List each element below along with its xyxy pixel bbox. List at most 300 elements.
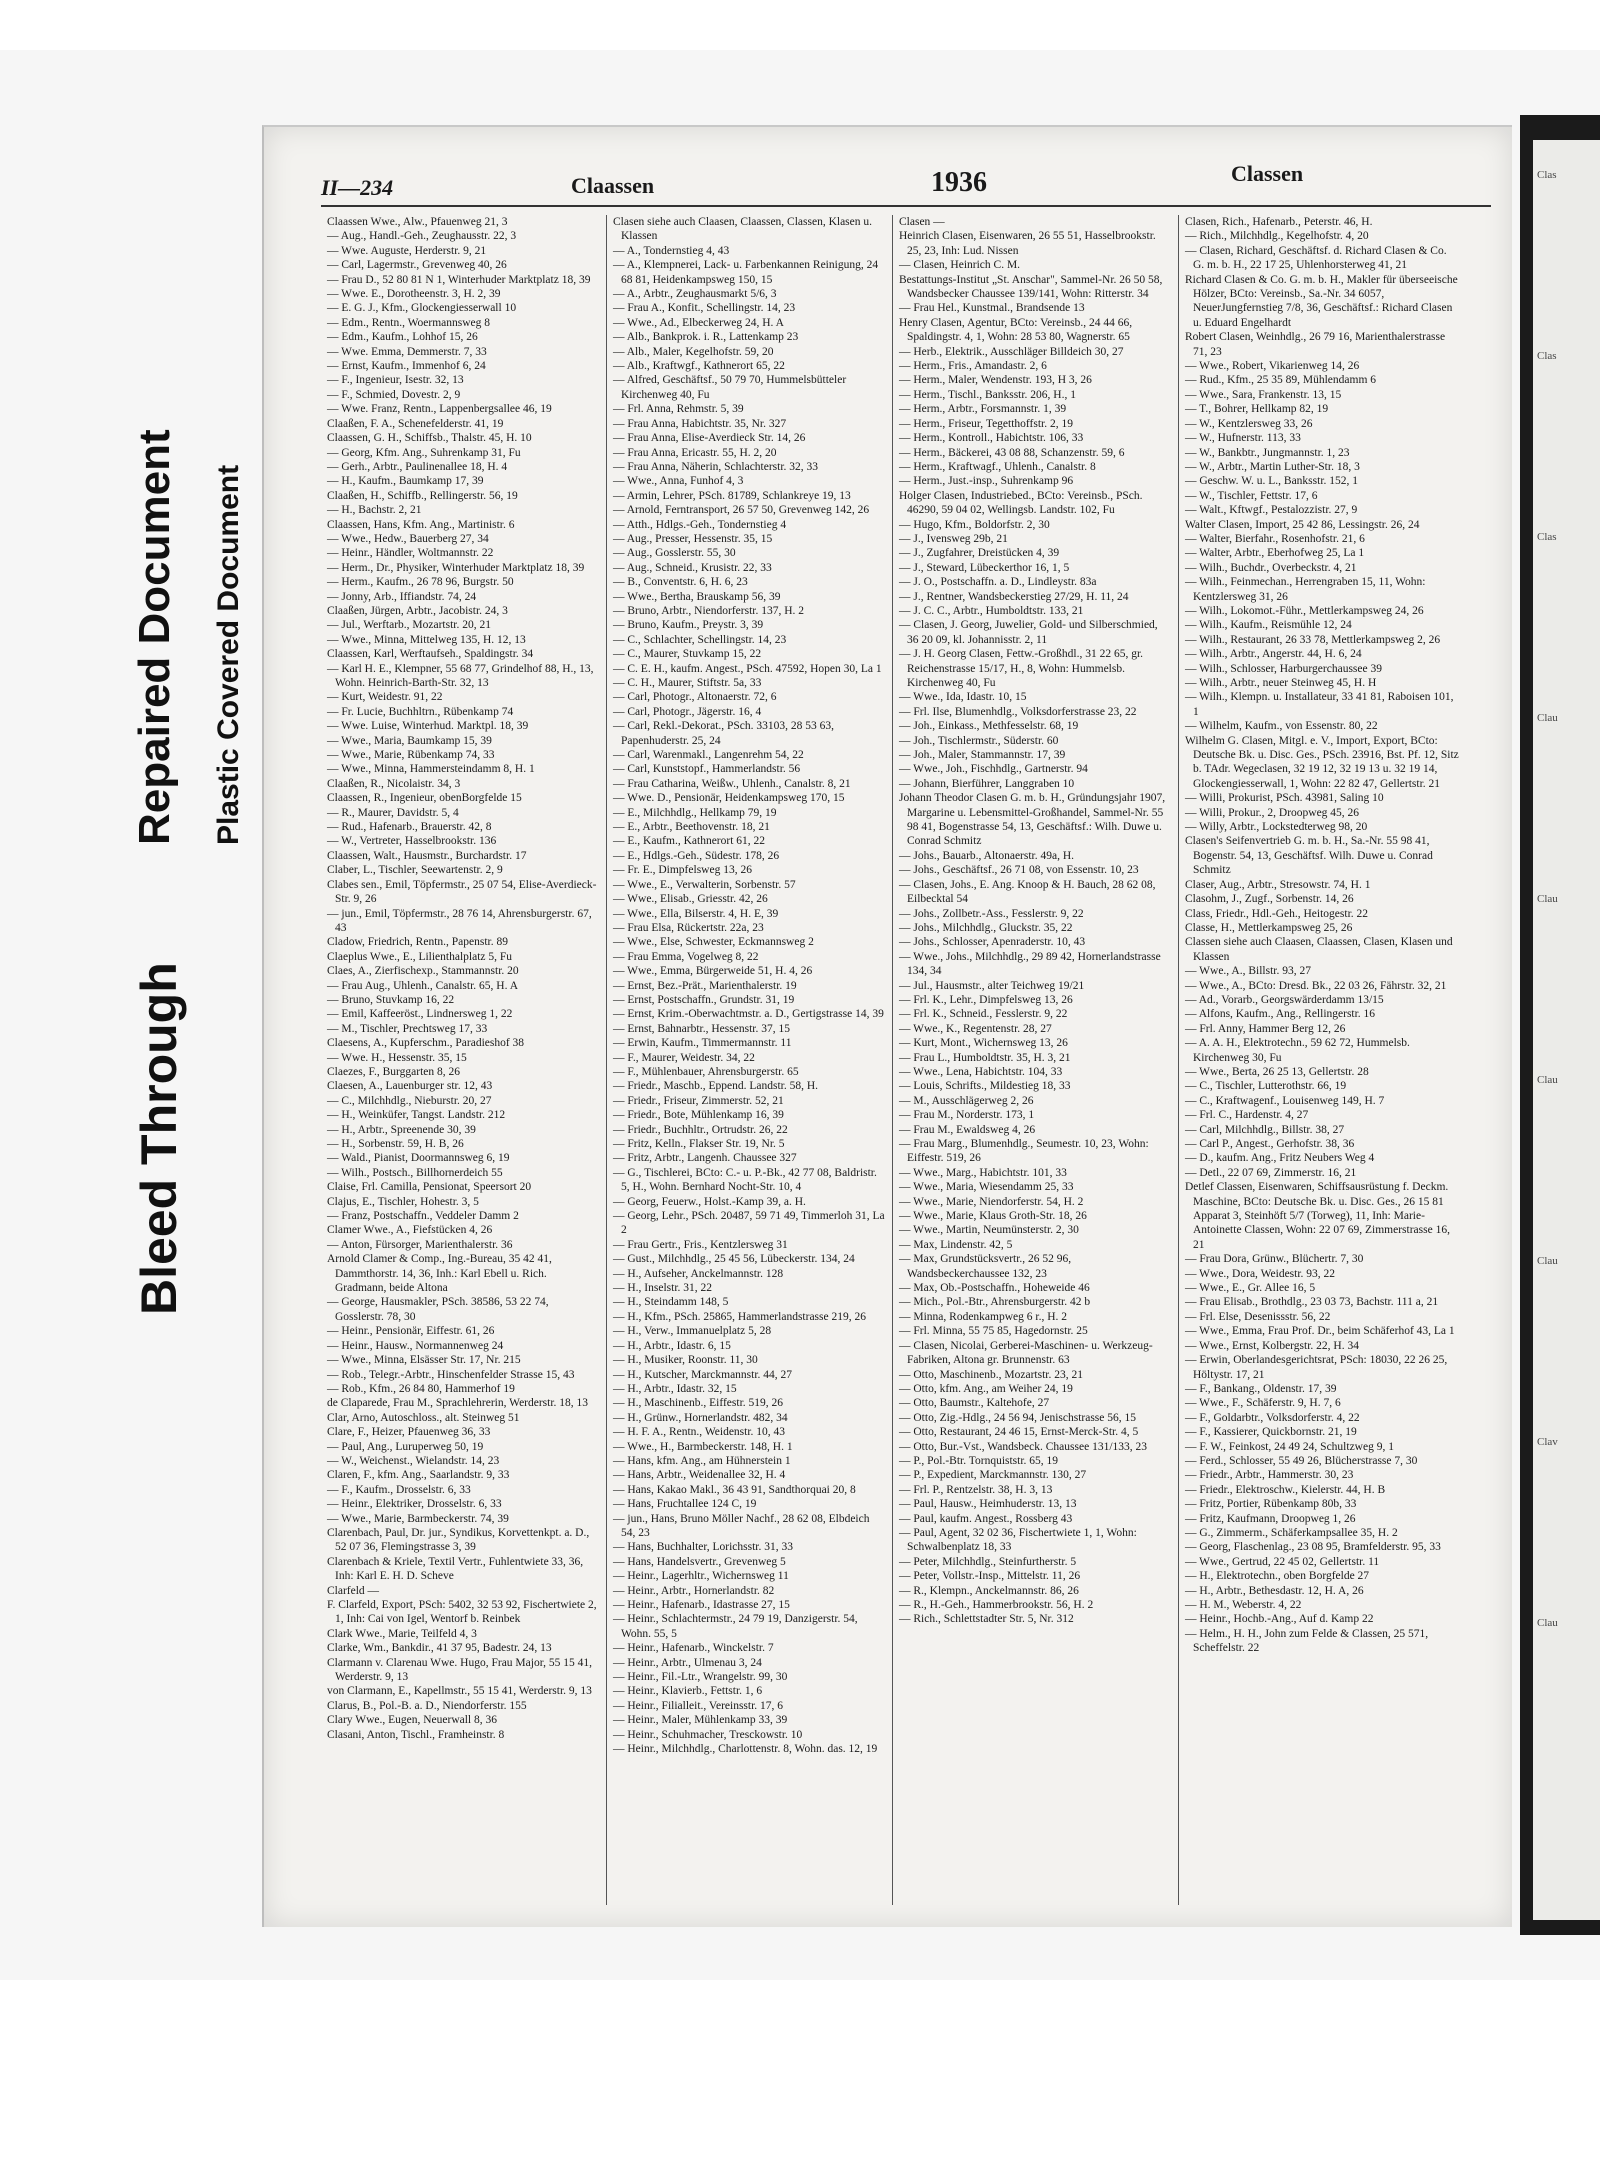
directory-entry: — Wwe. Luise, Winterhud. Marktpl. 18, 39 <box>327 720 529 733</box>
directory-entry: — Fr. Lucie, Buchhltrn., Rübenkamp 74 <box>327 705 514 718</box>
directory-entry: — Wwe., E., Gr. Allee 16, 5 <box>1185 1282 1316 1295</box>
directory-entry: — E., Kaufm., Kathnerort 61, 22 <box>613 835 766 848</box>
directory-entry: — Wilhelm, Kaufm., von Essenstr. 80, 22 <box>1185 720 1378 733</box>
directory-entry: Heinrich Clasen, Eisenwaren, 26 55 51, Hasselbrookstr. 25, 23, Inh: Lud. Nissen <box>899 230 1156 257</box>
directory-entry: — Friedr., Maschb., Eppend. Landstr. 58, H. <box>613 1080 819 1093</box>
directory-entry: — Wald., Pianist, Doormannsweg 6, 19 <box>327 1152 510 1165</box>
directory-entry: Classe, H., Mettlerkampsweg 25, 26 <box>1185 921 1353 934</box>
directory-entry: — Bruno, Kaufm., Preystr. 3, 39 <box>613 619 764 632</box>
directory-entry: — Wwe., Minna, Elsässer Str. 17, Nr. 215 <box>327 1354 521 1367</box>
adjacent-page-word: Clav <box>1537 1436 1558 1448</box>
directory-entry: — Frau Aug., Uhlenh., Canalstr. 65, H. A <box>327 979 519 992</box>
directory-entry: — Walt., Kftwgf., Pestalozzistr. 27, 9 <box>1185 504 1358 517</box>
directory-entry: — jun., Emil, Töpfermstr., 28 76 14, Ahrensburgerstr. 67, 43 <box>327 907 592 934</box>
directory-entry: — Wwe., Marie, Klaus Groth-Str. 18, 26 <box>899 1210 1087 1223</box>
directory-entry: — W., Vertreter, Hasselbrookstr. 136 <box>327 835 497 848</box>
directory-entry: — Rich., Schlettstadter Str. 5, Nr. 312 <box>899 1613 1074 1626</box>
directory-entry: — E., Milchhdlg., Hellkamp 79, 19 <box>613 806 777 819</box>
directory-entry: — H. F. A., Rentn., Weidenstr. 10, 43 <box>613 1426 786 1439</box>
directory-entry: — Frau M., Norderstr. 173, 1 <box>899 1109 1035 1122</box>
directory-entry: — Georg, Flaschenlag., 23 08 95, Bramfelderstr. 95, 33 <box>1185 1541 1441 1554</box>
directory-entry: — Clasen, Richard, Geschäftsf. d. Richard Clasen & Co. G. m. b. H., 22 17 25, Uhlenhorsterweg 41, 21 <box>1185 244 1447 272</box>
directory-entry: — Frl. C., Hardenstr. 4, 27 <box>1185 1109 1309 1122</box>
directory-entry: — C. H., Maurer, Stiftstr. 5a, 33 <box>613 677 762 689</box>
directory-entry: — Frau Anna, Näherin, Schlachterstr. 32, 33 <box>613 460 819 473</box>
directory-entry: Clarus, B., Pol.-B. a. D., Niendorferstr. 155 <box>327 1699 527 1712</box>
directory-entry: — Wilh., Kaufm., Reismühle 12, 24 <box>1185 619 1352 632</box>
directory-entry: — F., Ingenieur, Isestr. 32, 13 <box>327 374 464 387</box>
directory-entry: — Aug., Presser, Hessenstr. 35, 15 <box>613 532 773 545</box>
directory-entry: — Wwe., Maria, Baumkamp 15, 39 <box>327 734 492 747</box>
directory-entry: — Frl. K., Lehr., Dimpfelsweg 13, 26 <box>899 993 1073 1006</box>
directory-entry: — Friedr., Friseur, Zimmerstr. 52, 21 <box>613 1094 784 1107</box>
directory-entry: Detlef Classen, Eisenwaren, Schiffsausrüstung f. Deckm. Maschine, BCto: Deutsche Bk. u. Disc. Ges., 26 15 81 Apparat 3, Steinhöft 5/7 (Torweg), 11, Inh: Marie-Antoinette Classen, Wohn: 22 07 69, Zimmerstrasse 16, 21 <box>1185 1181 1450 1251</box>
directory-entry: — H., Musiker, Roonstr. 11, 30 <box>613 1354 758 1367</box>
directory-entry: Claassen Wwe., Alw., Pfauenweg 21, 3 <box>327 216 508 228</box>
directory-entry: Holger Clasen, Industriebed., BCto: Vereinsb., PSch. 46290, 59 04 02, Wellingsb. Landstr. 102, Fu <box>899 489 1143 517</box>
bleed-through-label: Bleed Through <box>131 962 187 1315</box>
directory-entry: — Carl, Lagermstr., Grevenweg 40, 26 <box>327 259 507 272</box>
directory-entry: — Wwe., F., Schäferstr. 9, H. 7, 6 <box>1185 1397 1341 1410</box>
directory-entry: — A. A. H., Elektrotechn., 59 62 72, Hummelsb. Kirchenweg 30, Fu <box>1185 1037 1410 1064</box>
directory-entry: — Wilh., Feinmechan., Herrengraben 15, 11, Wohn: Kentzlersweg 31, 26 <box>1185 576 1426 603</box>
directory-entry: — Clasen, Heinrich C. M. <box>899 259 1021 272</box>
directory-entry: — Paul, Ang., Luruperweg 50, 19 <box>327 1440 484 1453</box>
directory-entry: — Heinr., Elektriker, Drosselstr. 6, 33 <box>327 1498 502 1511</box>
directory-entry: — Johann, Bierführer, Langgraben 10 <box>899 777 1075 790</box>
directory-entry: — Wwe., K., Regentenstr. 28, 27 <box>899 1022 1052 1035</box>
directory-entry: — J., Zugfahrer, Dreistücken 4, 39 <box>899 547 1060 560</box>
directory-entry: — A., Klempnerei, Lack- u. Farbenkannen Reinigung, 24 68 81, Heidenkampsweg 150, 15 <box>613 259 879 286</box>
directory-entry: — Aug., Handl.-Geh., Zeughausstr. 22, 3 <box>327 230 517 243</box>
directory-entry: — Heinr., Händler, Woltmannstr. 22 <box>327 547 494 560</box>
directory-entry: — Wwe., Minna, Hammersteindamm 8, H. 1 <box>327 763 535 776</box>
directory-entry: — H., Maschinenb., Eiffestr. 519, 26 <box>613 1397 784 1410</box>
directory-entry: Claaßen, H., Schiffb., Rellingerstr. 56, 19 <box>327 489 518 502</box>
adjacent-page-word: Clau <box>1537 893 1558 905</box>
directory-entry: — R., H.-Geh., Hammerbrookstr. 56, H. 2 <box>899 1599 1094 1611</box>
directory-entry: — H., Kaufm., Baumkamp 17, 39 <box>327 475 484 488</box>
directory-entry: — Wwe., Berta, 26 25 13, Gellertstr. 28 <box>1185 1065 1369 1078</box>
directory-entry: — Otto, Baumstr., Kaltehofe, 27 <box>899 1397 1050 1410</box>
directory-entry: — Heinr., Klavierb., Fettstr. 1, 6 <box>613 1685 763 1698</box>
directory-entry: — Paul, Agent, 32 02 36, Fischertwiete 1, 1, Wohn: Schwalbenplatz 18, 33 <box>899 1526 1137 1554</box>
directory-entry: — Frl. P., Rentzelstr. 38, H. 3, 13 <box>899 1483 1053 1496</box>
directory-entry: F. Clarfeld, Export, PSch: 5402, 32 53 92, Fischertwiete 2, 1, Inh: Cai von Igel, Wentorf b. Reinbek <box>327 1599 597 1626</box>
directory-entry: — Carl, Kunststopf., Hammerlandstr. 56 <box>613 763 801 776</box>
directory-entry: — Rud., Hafenarb., Brauerstr. 42, 8 <box>327 821 492 834</box>
directory-entry: — Rich., Milchhdlg., Kegelhofstr. 4, 20 <box>1185 230 1369 243</box>
adjacent-page-word: Clau <box>1537 1617 1558 1629</box>
directory-entry: Class, Friedr., Hdl.-Geh., Heitogestr. 22 <box>1185 907 1369 920</box>
directory-entry: — Frl. Else, Desenissstr. 56, 22 <box>1185 1310 1331 1323</box>
directory-entry: — Heinr., Arbtr., Ulmenau 3, 24 <box>613 1656 762 1669</box>
repaired-document-label: Repaired Document <box>130 429 179 845</box>
directory-entry: Claassen, G. H., Schiffsb., Thalstr. 45, H. 10 <box>327 432 532 445</box>
directory-entry: — H., Aufseher, Anckelmannstr. 128 <box>613 1267 784 1280</box>
directory-entry: Clasen — <box>899 216 945 228</box>
directory-entry: — Edm., Rentn., Woermannsweg 8 <box>327 316 491 329</box>
directory-entry: — Wwe., Ernst, Kolbergstr. 22, H. 34 <box>1185 1339 1359 1352</box>
directory-entry: — Joh., Maler, Stammannstr. 17, 39 <box>899 749 1066 762</box>
directory-entry: Clasen's Seifenvertrieb G. m. b. H., Sa.-Nr. 55 98 41, Bogenstr. 54, 13, Geschäftsf. Wilh. Duwe u. Conrad Schmitz <box>1185 835 1433 877</box>
directory-entry: Claes, A., Zierfischexp., Stammannstr. 20 <box>327 965 519 978</box>
directory-entry: Johann Theodor Clasen G. m. b. H., Gründungsjahr 1907, Margarine u. Lebensmittel-Großhandel, Sammel-Nr. 55 98 41, Bogenstrasse 54, 13, Geschäftsf.: Wilh. Duwe u. Conrad Schmitz <box>899 792 1166 848</box>
directory-entry: — C. E. H., kaufm. Angest., PSch. 47592, Hopen 30, La 1 <box>613 662 882 675</box>
directory-entry: — Wwe. Franz, Rentn., Lappenbergsallee 46, 19 <box>327 403 552 416</box>
header-year: 1936 <box>931 167 987 198</box>
directory-entry: — Wilh., Arbtr., Angerstr. 44, H. 6, 24 <box>1185 648 1362 661</box>
directory-entry: — Ernst, Postschaffn., Grundstr. 31, 19 <box>613 993 795 1006</box>
directory-entry: — Peter, Milchhdlg., Steinfurtherstr. 5 <box>899 1555 1077 1568</box>
directory-entry: — Jul., Hausmstr., alter Teichweg 19/21 <box>899 979 1085 992</box>
directory-entry: Claaßen, Jürgen, Arbtr., Jacobistr. 24, 3 <box>327 604 508 617</box>
directory-entry: — Heinr., Schuhmacher, Tresckowstr. 10 <box>613 1728 803 1741</box>
directory-entry: — Gerh., Arbtr., Paulinenallee 18, H. 4 <box>327 460 508 473</box>
directory-entry: — Geschw. W. u. L., Banksstr. 152, 1 <box>1185 475 1359 488</box>
directory-entry: Wilhelm G. Clasen, Mitgl. e. V., Import, Export, BCto: Deutsche Bk. u. Disc. Ges., PSch. 23916, Bst. Pf. 12, Sitz b. TAdr. Wegeclasen, 32 19 12, 32 19 13 u. 32 19 14, Glockengiesserwall, 1, Wohn: 22 82 47, Gellertstr. 21 <box>1185 734 1459 790</box>
directory-entry: — Wwe., Marie, Niendorferstr. 54, H. 2 <box>899 1195 1084 1208</box>
directory-entry: — Alfons, Kaufm., Ang., Rellingerstr. 16 <box>1185 1008 1376 1021</box>
directory-entry: — Herm., Maler, Wendenstr. 193, H 3, 26 <box>899 374 1092 387</box>
directory-entry: Claber, L., Tischler, Seewartenstr. 2, 9 <box>327 864 503 877</box>
header-left-keyword: Claassen <box>571 173 655 198</box>
directory-entry: — A., Tondernstieg 4, 43 <box>613 244 730 257</box>
directory-entry: — Herm., Kaufm., 26 78 96, Burgstr. 50 <box>327 576 514 589</box>
directory-entry: — Max, Ob.-Postschaffn., Hoheweide 46 <box>899 1282 1090 1295</box>
directory-entry: — W., Weichenst., Wielandstr. 14, 23 <box>327 1454 500 1467</box>
directory-entry: — F., Mühlenbauer, Ahrensburgerstr. 65 <box>613 1065 799 1078</box>
directory-entry: — George, Hausmakler, PSch. 38586, 53 22 74, Gosslerstr. 78, 30 <box>327 1296 549 1323</box>
directory-entry: — H., Bachstr. 2, 21 <box>327 504 422 517</box>
directory-entry: — W., Kentzlersweg 33, 26 <box>1185 417 1313 430</box>
directory-entry: — Herm., Bäckerei, 43 08 88, Schanzenstr. 59, 6 <box>899 446 1125 459</box>
directory-entry: — Heinr., Maler, Mühlenkamp 33, 39 <box>613 1714 788 1727</box>
directory-entry: — Ernst, Bez.-Prät., Marienthalerstr. 19 <box>613 979 797 992</box>
directory-entry: — Otto, Bur.-Vst., Wandsbeck. Chaussee 131/133, 23 <box>899 1440 1148 1453</box>
directory-entry: — C., Tischler, Lutterothstr. 66, 19 <box>1185 1080 1347 1093</box>
directory-entry: Clabes sen., Emil, Töpfermstr., 25 07 54, Elise-Averdieck-Str. 9, 26 <box>327 878 597 906</box>
directory-entry: — Hans, Buchhalter, Lorichsstr. 31, 33 <box>613 1541 793 1554</box>
directory-entry: — Willy, Arbtr., Lockstedterweg 98, 20 <box>1185 821 1368 834</box>
directory-entry: — Frau Anna, Elise-Averdieck Str. 14, 26 <box>613 432 806 445</box>
directory-entry: — Heinr., Hochb.-Ang., Auf d. Kamp 22 <box>1185 1613 1374 1626</box>
directory-entry: — Johs., Geschäftsf., 26 71 08, von Essenstr. 10, 23 <box>899 864 1139 877</box>
directory-entry: Robert Clasen, Weinhdlg., 26 79 16, Marienthalerstrasse 71, 23 <box>1185 331 1446 358</box>
directory-entry: — Wwe., Marg., Habichtstr. 101, 33 <box>899 1166 1067 1179</box>
directory-entry: — Frau Anna, Ericastr. 55, H. 2, 20 <box>613 446 777 459</box>
directory-entry: — H., Steindamm 148, 5 <box>613 1296 729 1309</box>
directory-entry: — Wwe., Bertha, Brauskamp 56, 39 <box>613 590 781 603</box>
directory-entry: — P., Expedient, Marckmannstr. 130, 27 <box>899 1469 1087 1482</box>
directory-entry: — Herm., Kraftwagf., Uhlenh., Canalstr. 8 <box>899 460 1096 473</box>
directory-entry: — Georg, Lehr., PSch. 20487, 59 71 49, Timmerloh 31, La 2 <box>613 1210 885 1237</box>
directory-entry: — Kurt, Weidestr. 91, 22 <box>327 691 443 704</box>
directory-entry: — Wwe., Joh., Fischhdlg., Gartnerstr. 94 <box>899 763 1088 776</box>
column-3 <box>893 215 1179 1905</box>
directory-page <box>262 125 1512 1927</box>
directory-entry: — W., Tischler, Fettstr. 17, 6 <box>1185 489 1318 502</box>
directory-entry: — Wwe., Dora, Weidestr. 93, 22 <box>1185 1267 1336 1280</box>
directory-entry: — Joh., Tischlermstr., Süderstr. 60 <box>899 734 1059 747</box>
directory-entry: — W., Bankbtr., Jungmannstr. 1, 23 <box>1185 446 1350 459</box>
directory-entry: — Wwe., Robert, Vikarienweg 14, 26 <box>1185 360 1360 373</box>
directory-entry: — Heinr., Pensionär, Eiffestr. 61, 26 <box>327 1325 495 1338</box>
directory-entry: — R., Maurer, Davidstr. 5, 4 <box>327 806 459 819</box>
directory-entry: — Friedr., Buchhltr., Ortrudstr. 26, 22 <box>613 1123 788 1136</box>
directory-entry: Clarenbach, Paul, Dr. jur., Syndikus, Korvettenkpt. a. D., 52 07 36, Flemingstrasse 3, 39 <box>327 1526 590 1554</box>
directory-entry: — Wwe., E., Verwalterin, Sorbenstr. 57 <box>613 878 796 891</box>
column-4 <box>1179 215 1465 1905</box>
adjacent-page-word: Clas <box>1537 350 1557 362</box>
directory-entry: Clar, Arno, Autoschloss., alt. Steinweg 51 <box>327 1411 520 1424</box>
directory-entry: — Heinr., Arbtr., Hornerlandstr. 82 <box>613 1584 775 1597</box>
directory-entry: — Hans, Handelsvertr., Grevenweg 5 <box>613 1555 786 1568</box>
directory-entry: — E. G. J., Kfm., Glockengiesserwall 10 <box>327 302 517 315</box>
directory-entry: — Frau Emma, Vogelweg 8, 22 <box>613 950 759 963</box>
directory-entry: — Emil, Kaffeeröst., Lindnersweg 1, 22 <box>327 1008 513 1021</box>
directory-entry: — Carl, Photogr., Altonaerstr. 72, 6 <box>613 691 777 704</box>
header-right-keyword: Classen <box>1231 161 1304 186</box>
directory-entry: — Wilh., Restaurant, 26 33 78, Mettlerkampsweg 2, 26 <box>1185 633 1441 646</box>
directory-entry: — Edm., Kaufm., Lohhof 15, 26 <box>327 331 478 344</box>
directory-entry: — H., Grünw., Hornerlandstr. 482, 34 <box>613 1411 788 1424</box>
directory-entry: — Rud., Kfm., 25 35 89, Mühlendamm 6 <box>1185 374 1377 387</box>
directory-entry: — M., Tischler, Prechtsweg 17, 33 <box>327 1022 488 1035</box>
directory-entry: — W., Arbtr., Martin Luther-Str. 18, 3 <box>1185 460 1360 473</box>
directory-entry: — G., Zimmerm., Schäferkampsallee 35, H. 2 <box>1185 1526 1398 1539</box>
directory-entry: — Carl, Milchhdlg., Billstr. 38, 27 <box>1185 1123 1345 1136</box>
directory-entry: — H., Kutscher, Marckmannstr. 44, 27 <box>613 1368 793 1381</box>
directory-entry: — Johs., Zollbetr.-Ass., Fesslerstr. 9, 22 <box>899 907 1084 920</box>
directory-entry: — M., Ausschlägerweg 2, 26 <box>899 1094 1034 1107</box>
directory-entry: — Frau M., Ewaldsweg 4, 26 <box>899 1123 1036 1136</box>
directory-entry: — Wwe. Auguste, Herderstr. 9, 21 <box>327 244 487 257</box>
directory-entry: Claassen, Walt., Hausmstr., Burchardstr. 17 <box>327 849 527 862</box>
directory-entry: — Alb., Kraftwgf., Kathnerort 65, 22 <box>613 360 785 373</box>
directory-entry: — Clasen, Johs., E. Ang. Knoop & H. Bauch, 28 62 08, Eilbecktal 54 <box>899 878 1156 906</box>
directory-entry: — Wwe., Minna, Mittelweg 135, H. 12, 13 <box>327 633 526 646</box>
directory-entry: — Wwe. Emma, Demmerstr. 7, 33 <box>327 345 487 358</box>
directory-entry: — Frau A., Konfit., Schellingstr. 14, 23 <box>613 302 796 315</box>
directory-entry: — Wilh., Arbtr., neuer Steinweg 45, H. H <box>1185 677 1377 689</box>
directory-entry: — C., Maurer, Stuvkamp 15, 22 <box>613 648 762 661</box>
directory-entry: — C., Milchhdlg., Nieburstr. 20, 27 <box>327 1094 492 1107</box>
page-header <box>321 161 1491 207</box>
directory-entry: — Max, Grundstücksvertr., 26 52 96, Wandsbeckerchaussee 132, 23 <box>899 1253 1072 1280</box>
directory-entry: — Friedr., Elektroschw., Kielerstr. 44, H. B <box>1185 1483 1386 1496</box>
directory-entry: — H., Arbtr., Bethesdastr. 12, H. A, 26 <box>1185 1584 1364 1597</box>
directory-entry: — Arnold, Ferntransport, 26 57 50, Grevenweg 142, 26 <box>613 504 870 517</box>
adjacent-page-word: Clau <box>1537 1074 1558 1086</box>
directory-entry: — Wwe., H., Barmbeckerstr. 148, H. 1 <box>613 1440 793 1453</box>
directory-entry: Clajus, E., Tischler, Hohestr. 3, 5 <box>327 1195 479 1208</box>
directory-entry: — J. O., Postschaffn. a. D., Lindleystr. 83a <box>899 576 1097 589</box>
directory-entry: — Wwe. H., Hessenstr. 35, 15 <box>327 1051 467 1064</box>
directory-entry: — Heinr., Hausw., Normannenweg 24 <box>327 1339 504 1352</box>
directory-entry: — Wwe., Emma, Frau Prof. Dr., beim Schäferhof 43, La 1 <box>1185 1325 1455 1338</box>
directory-entry: de Claparede, Frau M., Sprachlehrerin, Werderstr. 18, 13 <box>327 1397 589 1410</box>
adjacent-page-word: Clas <box>1537 169 1557 181</box>
column-1 <box>321 215 607 1905</box>
directory-entry: — W., Hufnerstr. 113, 33 <box>1185 432 1301 445</box>
directory-entry: — Heinr., Lagerhltr., Wichernsweg 11 <box>613 1570 789 1583</box>
directory-entry: — Frau Elisab., Brothdlg., 23 03 73, Bachstr. 111 a, 21 <box>1185 1296 1439 1309</box>
directory-entry: — Herm., Tischl., Banksstr. 206, H., 1 <box>899 388 1076 401</box>
directory-entry: — Otto, kfm. Ang., am Weiher 24, 19 <box>899 1382 1073 1395</box>
directory-entry: — C., Kraftwagenf., Louisenweg 149, H. 7 <box>1185 1094 1385 1107</box>
directory-entry: — Carl, Warenmakl., Langenrehm 54, 22 <box>613 749 804 762</box>
directory-entry: — Joh., Einkass., Methfesselstr. 68, 19 <box>899 720 1079 733</box>
directory-entry: — F., Schmied, Dovestr. 2, 9 <box>327 388 461 401</box>
directory-entry: — H. M., Weberstr. 4, 22 <box>1185 1599 1302 1611</box>
directory-entry: — Atth., Hdlgs.-Geh., Tondernstieg 4 <box>613 518 787 531</box>
adjacent-page-word: Clau <box>1537 1255 1558 1267</box>
directory-entry: Claezes, F., Burggarten 8, 26 <box>327 1065 461 1078</box>
directory-entry: — H., Inselstr. 31, 22 <box>613 1282 713 1295</box>
directory-entry: — J., Rentner, Wandsbeckerstieg 27/29, H. 11, 24 <box>899 590 1129 603</box>
directory-entry: — jun., Hans, Bruno Möller Nachf., 28 62 08, Elbdeich 54, 23 <box>613 1512 870 1539</box>
directory-entry: Claaßen, F. A., Schenefelderstr. 41, 19 <box>327 417 504 430</box>
directory-entry: — Fritz, Portier, Rübenkamp 80b, 33 <box>1185 1498 1357 1511</box>
directory-entry: — J., Ivensweg 29b, 21 <box>899 532 1008 545</box>
directory-entry: — Aug., Gosslerstr. 55, 30 <box>613 547 736 560</box>
directory-entry: — Willi, Prokurist, PSch. 43981, Saling 10 <box>1185 792 1384 805</box>
directory-entry: — F., Kassierer, Quickbornstr. 21, 19 <box>1185 1426 1357 1439</box>
directory-entry: — Wilh., Schlosser, Harburgerchaussee 39 <box>1185 662 1382 675</box>
directory-entry: Cladow, Friedrich, Rentn., Papenstr. 89 <box>327 936 508 949</box>
directory-entry: — Kurt, Mont., Wichernsweg 13, 26 <box>899 1037 1068 1050</box>
directory-entry: — H., Arbtr., Idastr. 32, 15 <box>613 1382 737 1395</box>
directory-entry: — Wwe., Elisab., Griesstr. 42, 26 <box>613 893 768 906</box>
directory-entry: — Wwe., A., BCto: Dresd. Bk., 22 03 26, Fährstr. 32, 21 <box>1185 979 1447 992</box>
directory-entry: — Wilh., Postsch., Billhornerdeich 55 <box>327 1166 503 1179</box>
directory-entry: — H., Sorbenstr. 59, H. B, 26 <box>327 1138 464 1150</box>
directory-entry: — P., Pol.-Btr. Tornquiststr. 65, 19 <box>899 1454 1059 1467</box>
directory-entry: — Friedr., Bote, Mühlenkamp 16, 39 <box>613 1109 784 1122</box>
directory-entry: — Clasen, Nicolai, Gerberei-Maschinen- u. Werkzeug-Fabriken, Altona gr. Brunnenstr. 63 <box>899 1339 1153 1367</box>
directory-entry: — Willi, Prokur., 2, Droopweg 45, 26 <box>1185 806 1360 819</box>
directory-entry: — J. H. Georg Clasen, Fettw.-Großhdl., 31 22 65, gr. Reichenstrasse 15/17, H., 8, Wohn: Hummelsb. Kirchenweg 40, Fu <box>899 648 1144 689</box>
directory-entry: — Armin, Lehrer, PSch. 81789, Schlankreye 19, 13 <box>613 489 851 502</box>
directory-entry: — Frau Marg., Blumenhdlg., Seumestr. 10, 23, Wohn: Eiffestr. 519, 26 <box>899 1138 1149 1165</box>
directory-entry: — Frl. K., Schneid., Fesslerstr. 9, 22 <box>899 1008 1068 1021</box>
directory-entry: — Wwe., Ella, Bilserstr. 4, H. E, 39 <box>613 907 779 920</box>
directory-entry: — Carl, Rekl.-Dekorat., PSch. 33103, 28 53 63, Papenhuderstr. 25, 24 <box>613 720 835 747</box>
directory-entry: Clary Wwe., Eugen, Neuerwall 8, 36 <box>327 1714 498 1727</box>
directory-entry: — Minna, Rodenkampweg 6 r., H. 2 <box>899 1310 1068 1323</box>
directory-entry: — Heinr., Schlachtermstr., 24 79 19, Danzigerstr. 54, Wohn. 55, 5 <box>613 1613 858 1640</box>
directory-entry: — Wwe., Hedw., Bauerberg 27, 34 <box>327 532 489 545</box>
directory-entry: — Frl. Anny, Hammer Berg 12, 26 <box>1185 1022 1346 1035</box>
directory-entry: — Georg, Kfm. Ang., Suhrenkamp 31, Fu <box>327 446 521 459</box>
directory-entry: Clarmann v. Clarenau Wwe. Hugo, Frau Major, 55 15 41, Werderstr. 9, 13 <box>327 1656 592 1684</box>
directory-entry: — Alb., Maler, Kegelhofstr. 59, 20 <box>613 345 774 358</box>
directory-entry: — Ferd., Schlosser, 55 49 26, Blücherstrasse 7, 30 <box>1185 1454 1418 1467</box>
directory-entry: — H., Weinküfer, Tangst. Landstr. 212 <box>327 1109 506 1122</box>
directory-entry: — Frau Dora, Grünw., Blüchertr. 7, 30 <box>1185 1253 1364 1266</box>
directory-entry: — Bruno, Stuvkamp 16, 22 <box>327 993 455 1006</box>
directory-entry: — Johs., Schlosser, Apenraderstr. 10, 43 <box>899 936 1086 949</box>
directory-entry: — E., Arbtr., Beethovenstr. 18, 21 <box>613 821 770 834</box>
directory-entry: — Wwe., Maria, Wiesendamm 25, 33 <box>899 1181 1074 1194</box>
directory-entry: Clare, F., Heizer, Pfauenweg 36, 33 <box>327 1426 491 1439</box>
directory-entry: — Heinr., Milchhdlg., Charlottenstr. 8, Wohn. das. 12, 19 <box>613 1743 878 1756</box>
directory-entry: Clarfeld — <box>327 1584 380 1597</box>
directory-entry: — Fritz, Arbtr., Langenh. Chaussee 327 <box>613 1152 797 1165</box>
directory-entry: — Frl. Anna, Rehmstr. 5, 39 <box>613 403 744 416</box>
directory-entry: — Wwe., Johs., Milchhdlg., 29 89 42, Hornerlandstrasse 134, 34 <box>899 950 1161 978</box>
directory-entry: Claassen, Hans, Kfm. Ang., Martinistr. 6 <box>327 518 515 531</box>
directory-entry: — Wwe., Else, Schwester, Eckmannsweg 2 <box>613 936 814 949</box>
directory-entry: — Wwe., Gertrud, 22 45 02, Gellertstr. 11 <box>1185 1555 1380 1568</box>
directory-entry: — Max, Lindenstr. 42, 5 <box>899 1238 1013 1251</box>
directory-entry: — Hans, kfm. Ang., am Hühnerstein 1 <box>613 1454 791 1467</box>
directory-entry: — Paul, Hausw., Heimhuderstr. 13, 13 <box>899 1498 1077 1511</box>
directory-entry: — Fr. E., Dimpfelsweg 13, 26 <box>613 864 752 877</box>
directory-entry: — F., Kaufm., Drosselstr. 6, 33 <box>327 1483 471 1496</box>
directory-entry: — G., Tischlerei, BCto: C.- u. P.-Bk., 42 77 08, Baldristr. 5, H., Wohn. Bernhard Nocht-Str. 10, 4 <box>613 1166 877 1194</box>
directory-entry: Clasani, Anton, Tischl., Framheinstr. 8 <box>327 1728 505 1741</box>
directory-entry: — H., Elektrotechn., oben Borgfelde 27 <box>1185 1570 1370 1583</box>
directory-entry: — Otto, Restaurant, 24 46 15, Ernst-Merck-Str. 4, 5 <box>899 1426 1139 1439</box>
directory-entry: — Herm., Friseur, Tegetthoffstr. 2, 19 <box>899 417 1073 430</box>
directory-entry: Classen siehe auch Claasen, Claassen, Clasen, Klasen und Klassen <box>1185 936 1453 963</box>
directory-entry: — Wwe., Marie, Rübenkamp 74, 33 <box>327 749 495 762</box>
directory-entry: — Frau Hel., Kunstmal., Brandsende 13 <box>899 302 1085 315</box>
directory-entry: — Anton, Fürsorger, Marienthalerstr. 36 <box>327 1238 513 1251</box>
directory-entry: — Friedr., Arbtr., Hammerstr. 30, 23 <box>1185 1469 1354 1482</box>
directory-entry: — Peter, Vollstr.-Insp., Mittelstr. 11, 26 <box>899 1570 1081 1583</box>
directory-entry: — Wilh., Klempn. u. Installateur, 33 41 81, Raboisen 101, 1 <box>1185 691 1454 718</box>
directory-entry: Claassen, R., Ingenieur, obenBorgfelde 15 <box>327 792 522 805</box>
directory-entry: — Wilh., Buchdr., Overbeckstr. 4, 21 <box>1185 561 1357 574</box>
directory-entry: — Wwe., Emma, Bürgerweide 51, H. 4, 26 <box>613 965 813 978</box>
directory-entry: — Frl. Minna, 55 75 85, Hagedornstr. 25 <box>899 1325 1088 1338</box>
directory-entry: — E., Hdlgs.-Geh., Südestr. 178, 26 <box>613 849 780 862</box>
directory-entry: Claesen, A., Lauenburger str. 12, 43 <box>327 1080 493 1093</box>
directory-entry: — Herm., Fris., Amandastr. 2, 6 <box>899 360 1047 373</box>
adjacent-page-word: Clas <box>1537 531 1557 543</box>
plastic-covered-label: Plastic Covered Document <box>212 464 245 845</box>
directory-entry: — Paul, kaufm. Angest., Rossberg 43 <box>899 1512 1073 1525</box>
directory-entry: — Wwe., A., Billstr. 93, 27 <box>1185 965 1311 978</box>
directory-entry: — Heinr., Hafenarb., Winckelstr. 7 <box>613 1642 774 1655</box>
directory-entry: Claren, F., kfm. Ang., Saarlandstr. 9, 33 <box>327 1469 510 1482</box>
directory-entry: — D., kaufm. Ang., Fritz Neubers Weg 4 <box>1185 1152 1375 1165</box>
directory-entry: — H., Arbtr., Idastr. 6, 15 <box>613 1339 731 1352</box>
directory-entry: — Alfred, Geschäftsf., 50 79 70, Hummelsbütteler Kirchenweg 40, Fu <box>613 374 847 401</box>
directory-entry: — Wwe. E., Dorotheenstr. 3, H. 2, 39 <box>327 288 501 301</box>
directory-entry: — Frau L., Humboldtstr. 35, H. 3, 21 <box>899 1051 1071 1064</box>
directory-entry: — Mich., Pol.-Btr., Ahrensburgerstr. 42 b <box>899 1296 1091 1309</box>
directory-entry: — Otto, Zig.-Hdlg., 24 56 94, Jenischstrasse 56, 15 <box>899 1411 1137 1424</box>
directory-entry: — Georg, Feuerw., Holst.-Kamp 39, a. H. <box>613 1195 806 1208</box>
directory-entry: — Frau Elsa, Rückertstr. 22a, 23 <box>613 921 764 934</box>
directory-entry: — Ernst, Krim.-Oberwachtmstr. a. D., Gertigstrasse 14, 39 <box>613 1008 884 1021</box>
adjacent-page-strip <box>1533 140 1600 1920</box>
directory-entry: — Herm., Arbtr., Forsmannstr. 1, 39 <box>899 403 1067 416</box>
directory-entry: — Frau D., 52 80 81 N 1, Winterhuder Marktplatz 18, 39 <box>327 273 591 286</box>
directory-entry: — Herm., Just.-insp., Suhrenkamp 96 <box>899 475 1074 488</box>
directory-entry: — Frau Gertr., Fris., Kentzlersweg 31 <box>613 1238 788 1251</box>
directory-entry: — Herm., Kontroll., Habichtstr. 106, 33 <box>899 432 1084 445</box>
directory-entry: Claser, Aug., Arbtr., Stresowstr. 74, H. 1 <box>1185 878 1371 891</box>
directory-entry: — Wilh., Lokomot.-Führ., Mettlerkampsweg 24, 26 <box>1185 604 1424 617</box>
directory-entry: — Alb., Bankprok. i. R., Lattenkamp 23 <box>613 331 799 344</box>
directory-entry: — Erwin, Kaufm., Timmermannstr. 11 <box>613 1037 792 1050</box>
directory-entry: — J., Steward, Lübeckerthor 16, 1, 5 <box>899 561 1070 574</box>
